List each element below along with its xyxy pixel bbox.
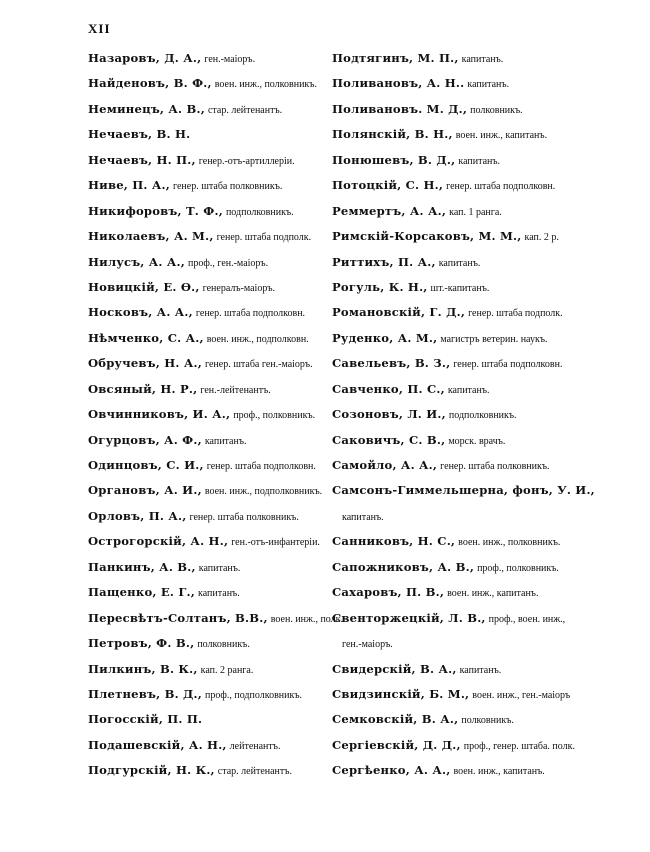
entry bbox=[332, 198, 582, 223]
entry bbox=[88, 299, 328, 324]
entry-name: Поливановъ. М. Д., bbox=[332, 101, 468, 116]
entry bbox=[332, 121, 582, 146]
entry bbox=[332, 223, 582, 248]
page-number: XII bbox=[88, 21, 111, 36]
entry bbox=[332, 554, 582, 579]
entry-rank: воен. инж., подполковн. bbox=[206, 333, 309, 345]
entry-name: Понюшевъ, В. Д., bbox=[332, 152, 456, 167]
entry-name: Носковъ, А. А., bbox=[88, 305, 193, 320]
entry-rank: морск. врачъ. bbox=[448, 435, 506, 447]
entry-continuation bbox=[332, 503, 582, 528]
entry bbox=[88, 274, 328, 299]
entry-name: Овсяный, Н. Р., bbox=[88, 381, 198, 396]
entry-name: Савченко, П. С., bbox=[332, 381, 445, 396]
entry bbox=[332, 172, 582, 197]
entry bbox=[88, 605, 344, 630]
entry-name: Реммертъ, А. А., bbox=[332, 203, 447, 218]
entry-name: Подашевскiй, А. Н., bbox=[88, 737, 227, 752]
entry-name: Санниковъ, Н. С., bbox=[332, 534, 456, 549]
entry-name: Свенторжецкiй, Л. В., bbox=[332, 610, 486, 625]
entry-name: Нѣмченко, С. А., bbox=[88, 330, 204, 345]
entry bbox=[88, 172, 328, 197]
entry-rank: ген.-маiоръ. bbox=[342, 639, 393, 651]
entry-name: Назаровъ, Д. А., bbox=[88, 51, 202, 65]
entry-name: Савельевъ, В. З., bbox=[332, 356, 451, 371]
entry-continuation bbox=[332, 630, 582, 655]
entry-rank: магистръ ветерин. наукъ. bbox=[440, 333, 548, 345]
entry-rank: генералъ-маiоръ. bbox=[202, 282, 276, 294]
entry-rank: кап. 2 ранга. bbox=[200, 664, 254, 676]
entry-rank: генер.-отъ-артиллерiи. bbox=[198, 155, 295, 167]
entry-rank: воен. инж., полк. bbox=[270, 613, 344, 625]
entry-name: Сапожниковъ, А. В., bbox=[332, 559, 475, 574]
entry bbox=[332, 656, 582, 681]
entry-name: Самойло, А. А., bbox=[332, 458, 438, 472]
entry bbox=[332, 299, 582, 324]
entry-rank: воен. инж., капитанъ. bbox=[447, 588, 539, 600]
entry-rank: капитанъ. bbox=[461, 54, 504, 65]
entry bbox=[88, 477, 328, 502]
entry-rank: генер. штаба полковникъ. bbox=[440, 461, 550, 472]
entry-rank: генер. штаба подполковн. bbox=[453, 359, 563, 371]
entry-rank: воен. инж., капитанъ. bbox=[453, 766, 545, 778]
entry-name: Нечаевъ, В. Н. bbox=[88, 127, 191, 142]
entry bbox=[332, 350, 582, 375]
entry bbox=[332, 757, 582, 782]
entry-name: Сахаровъ, П. В., bbox=[332, 585, 445, 600]
entry-name: Обручевъ, Н. А., bbox=[88, 356, 202, 371]
entry bbox=[88, 325, 328, 350]
entry-name: Саковичъ, С. В., bbox=[332, 432, 446, 447]
entry-rank: воен. инж., подполковникъ. bbox=[204, 486, 323, 498]
entry-name: Петровъ, Ф. В., bbox=[88, 636, 195, 651]
entry-name: Нечаевъ, Н. П., bbox=[88, 152, 196, 167]
entry-name: Поливановъ, А. Н.. bbox=[332, 76, 465, 91]
entry-name: Найденовъ, В. Ф., bbox=[88, 76, 212, 91]
entry-rank: полковникъ. bbox=[197, 639, 250, 651]
entry-rank: генер. штаба полковникъ. bbox=[173, 181, 283, 193]
entry bbox=[88, 401, 328, 426]
entry-name: Погосскiй, П. П. bbox=[88, 712, 203, 727]
entry-rank: проф., подполковникъ. bbox=[205, 689, 303, 701]
entry bbox=[88, 554, 328, 579]
entry-rank: генер. штаба подполковн. bbox=[195, 308, 306, 320]
entry bbox=[332, 147, 582, 172]
entry-name: Никифоровъ, Т. Ф., bbox=[88, 203, 223, 218]
entry-name: Сергiевскiй, Д. Д., bbox=[332, 737, 461, 752]
entry-rank: лейтенантъ. bbox=[229, 740, 281, 752]
entry bbox=[332, 249, 582, 274]
entry-name: Острогорскiй, А. Н., bbox=[88, 534, 229, 549]
entry bbox=[332, 274, 582, 299]
entry-name: Свидзинскiй, Б. М., bbox=[332, 686, 470, 701]
entry-name: Семковскiй, В. А., bbox=[332, 712, 459, 727]
entry-rank: воен. инж., полковникъ. bbox=[458, 537, 561, 549]
entry-name: Пересвѣтъ-Солтанъ, В.В., bbox=[88, 610, 268, 625]
entry bbox=[332, 681, 582, 706]
entry-rank: проф., генер. штаба. полк. bbox=[463, 740, 575, 752]
entry bbox=[88, 45, 328, 70]
entry-rank: капитанъ. bbox=[342, 511, 384, 523]
entry bbox=[332, 45, 582, 70]
left-column bbox=[88, 45, 344, 783]
entry-name: Ниве, П. А., bbox=[88, 178, 170, 193]
entry-name: Руденко, А. М., bbox=[332, 330, 438, 345]
entry-name: Свидерскiй, В. А., bbox=[332, 661, 457, 676]
entry-rank: капитанъ. bbox=[447, 384, 490, 396]
entry-name: Римскiй-Корсаковъ, М. М., bbox=[332, 229, 522, 244]
entry bbox=[332, 376, 582, 401]
entry-name: Подтягинъ, М. П., bbox=[332, 51, 459, 65]
entry-rank: генер. штаба подполк. bbox=[468, 308, 563, 320]
entry-rank: воен. инж., ген.-маiоръ bbox=[472, 689, 571, 701]
entry bbox=[88, 706, 328, 731]
entry-rank: кап. 2 р. bbox=[524, 232, 559, 244]
entry-rank: генер. штаба подполк. bbox=[216, 232, 312, 244]
entry-rank: капитанъ. bbox=[438, 257, 481, 269]
entry-rank: ген.-отъ-инфантерiи. bbox=[231, 537, 320, 549]
entry-name: Орловъ, П. А., bbox=[88, 508, 187, 523]
entry bbox=[88, 70, 328, 95]
entry-rank: генер. штаба подполковн. bbox=[446, 181, 556, 193]
entry-rank: стар. лейтенантъ. bbox=[217, 766, 292, 778]
entry-name: Николаевъ, А. М., bbox=[88, 229, 214, 244]
entry bbox=[88, 630, 328, 655]
entry-name: Подгурскiй, Н. К., bbox=[88, 763, 215, 778]
entry bbox=[88, 96, 328, 121]
entry-rank: проф., воен. инж., bbox=[488, 613, 566, 625]
entry-rank: генер. штаба полковникъ. bbox=[189, 511, 299, 523]
entry bbox=[88, 147, 328, 172]
entry-rank: воен. инж., капитанъ. bbox=[455, 130, 548, 142]
entry bbox=[332, 325, 582, 350]
entry-rank: проф., полковникъ. bbox=[233, 410, 316, 422]
entry bbox=[332, 579, 582, 604]
entry bbox=[88, 350, 328, 375]
entry-name: Пилкинъ, В. К., bbox=[88, 661, 198, 676]
entry-name: Романовскiй, Г. Д., bbox=[332, 305, 466, 320]
entry-name: Потоцкiй, С. Н., bbox=[332, 178, 444, 193]
entry-rank: стар. лейтенантъ. bbox=[207, 104, 283, 116]
entry-name: Самсонъ-Гиммельшерна, фонъ, У. И., bbox=[332, 483, 595, 498]
entry-name: Одинцовъ, С. И., bbox=[88, 458, 204, 472]
entry-rank: капитанъ. bbox=[198, 588, 240, 600]
entry bbox=[88, 503, 328, 528]
entry bbox=[332, 706, 582, 731]
entry bbox=[88, 376, 328, 401]
entry-name: Овчинниковъ, И. А., bbox=[88, 407, 231, 422]
entry-rank: шт.-капитанъ. bbox=[430, 282, 490, 294]
entry bbox=[88, 427, 328, 452]
entry bbox=[332, 528, 582, 553]
entry-name: Пащенко, Е. Г., bbox=[88, 585, 196, 600]
entry-name: Органовъ, А. И., bbox=[88, 483, 202, 498]
entry bbox=[332, 96, 582, 121]
entry bbox=[332, 401, 582, 426]
entry bbox=[332, 477, 595, 502]
entry-name: Риттихъ, П. А., bbox=[332, 254, 436, 269]
entry-name: Нилусъ, А. А., bbox=[88, 254, 186, 269]
right-column bbox=[332, 45, 595, 783]
entry-name: Огурцовъ, А. Ф., bbox=[88, 432, 202, 447]
entry-rank: воен. инж., полковникъ. bbox=[214, 79, 317, 91]
entry bbox=[88, 528, 328, 553]
entry bbox=[332, 452, 582, 477]
entry-rank: капитанъ. bbox=[459, 664, 502, 676]
entry-rank: проф., ген.-маiоръ. bbox=[188, 257, 269, 269]
entry bbox=[88, 452, 328, 477]
entry bbox=[88, 579, 328, 604]
entry bbox=[88, 198, 328, 223]
entry bbox=[88, 249, 328, 274]
entry-name: Сергѣенко, А. А., bbox=[332, 763, 451, 778]
entry-rank: капитанъ. bbox=[198, 562, 241, 574]
entry-rank: проф., полковникъ. bbox=[477, 562, 559, 574]
entry-rank: капитанъ. bbox=[204, 435, 247, 447]
entry bbox=[88, 656, 328, 681]
entry-rank: подполковникъ. bbox=[448, 410, 517, 422]
entry bbox=[332, 427, 582, 452]
entry-name: Новицкiй, Е. Ѳ., bbox=[88, 279, 200, 294]
entry-rank: кап. 1 ранга. bbox=[449, 206, 502, 218]
entry bbox=[88, 757, 328, 782]
entry-rank: ген.-лейтенантъ. bbox=[200, 384, 271, 396]
entry-rank: ген.-маiоръ. bbox=[204, 54, 256, 65]
entry bbox=[332, 70, 582, 95]
entry-name: Плетневъ, В. Д., bbox=[88, 686, 203, 701]
entry-rank: полковникъ. bbox=[470, 104, 523, 116]
entry bbox=[88, 681, 328, 706]
entry-rank: генер. штаба ген.-маiоръ. bbox=[205, 359, 313, 371]
entry-name: Рогуль, К. Н., bbox=[332, 279, 428, 294]
entry-rank: полковникъ. bbox=[461, 715, 514, 727]
entry bbox=[88, 121, 328, 146]
entry-name: Созоновъ, Л. И., bbox=[332, 407, 446, 422]
entry bbox=[332, 732, 582, 757]
entry-rank: генер. штаба подполковн. bbox=[206, 461, 316, 472]
entry-rank: капитанъ. bbox=[458, 155, 501, 167]
entry bbox=[88, 732, 328, 757]
entry-name: Панкинъ, А. В., bbox=[88, 559, 196, 574]
entry-rank: капитанъ. bbox=[467, 79, 510, 91]
entry bbox=[88, 223, 328, 248]
entry-rank: подполковникъ. bbox=[225, 206, 294, 218]
entry bbox=[332, 605, 582, 630]
entry-name: Неминецъ, А. В., bbox=[88, 101, 205, 116]
entry-name: Полянскiй, В. Н., bbox=[332, 127, 453, 142]
